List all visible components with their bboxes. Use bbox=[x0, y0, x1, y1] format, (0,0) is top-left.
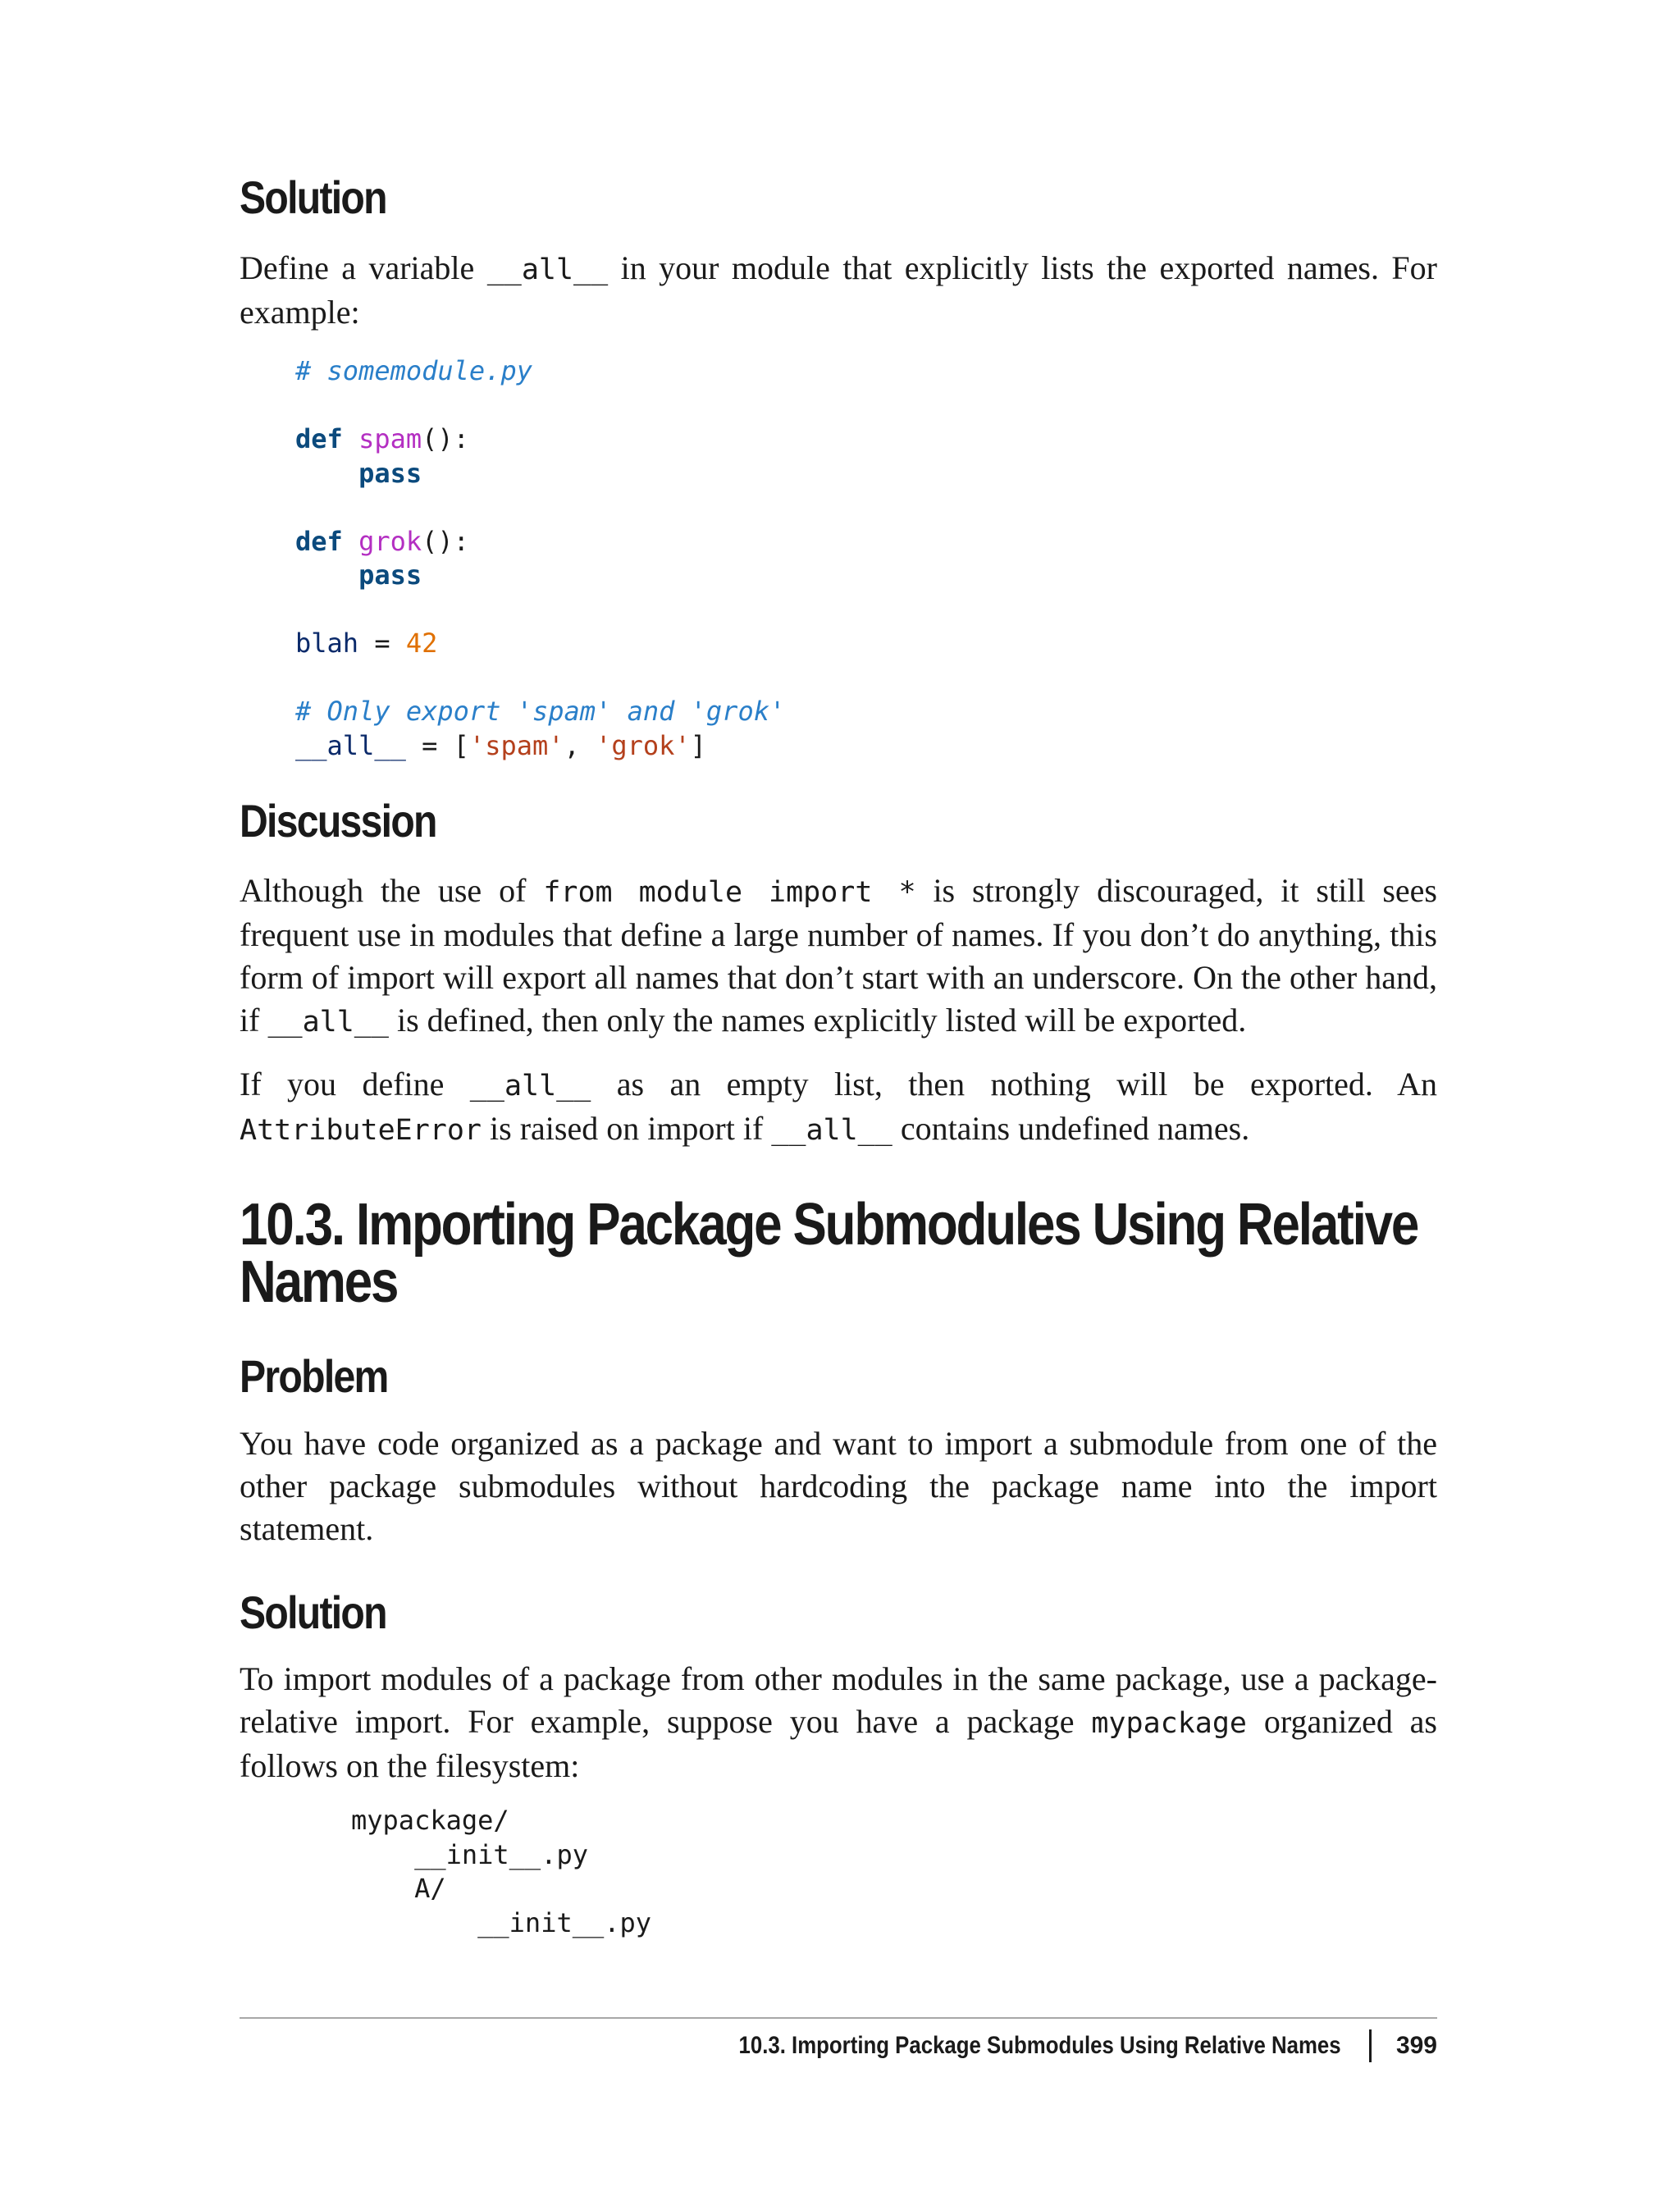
page-number: 399 bbox=[1395, 2032, 1437, 2059]
running-footer-title: 10.3. Importing Package Submodules Using Relative Names bbox=[738, 2032, 1341, 2059]
problem-paragraph: You have code organized as a package and want to import a submodule from one of the other package submodules without hardcoding the package name into the import statement. bbox=[240, 1425, 1437, 1547]
solution-2-paragraph: To import modules of a package from other modules in the same package, use a package-relative import. For example, suppose you have a package mypackage organized as follows on the filesystem: bbox=[240, 1660, 1437, 1784]
code-block-filesystem: mypackage/ __init__.py A/ __init__.py bbox=[351, 1805, 652, 1938]
code-block-somemodule: # somemodule.py def spam(): pass def grok(): pass blah = 42 # Only export 'spam' and 'grok' __all__ = ['spam', 'grok'] bbox=[295, 355, 786, 761]
discussion-paragraph-1: Although the use of from module import * is strongly discouraged, it still sees frequent use in modules that define a large number of names. If you don’t do anything, this form of import will export all names that don’t start with an underscore. On the other hand, if __all__ is defined, then only the names explicitly listed will be exported. bbox=[240, 872, 1437, 1039]
inline-code: __all__ bbox=[486, 253, 609, 286]
section-heading-solution-2: Solution bbox=[240, 1586, 386, 1638]
recipe-title: 10.3. Importing Package Submodules Using Relative Names bbox=[240, 1192, 1418, 1315]
section-heading-problem: Problem bbox=[240, 1350, 388, 1402]
section-heading-discussion: Discussion bbox=[240, 795, 436, 847]
page-footer bbox=[641, 2029, 1437, 2062]
solution-paragraph: Define a variable __all__ in your module that explicitly lists the exported names. For example: bbox=[240, 249, 1437, 331]
footer-rule bbox=[240, 2017, 1437, 2019]
section-heading-solution: Solution bbox=[240, 171, 386, 223]
discussion-paragraph-2: If you define __all__ as an empty list, then nothing will be exported. An AttributeError is raised on import if __all__ contains undefined names. bbox=[240, 1066, 1437, 1147]
footer-separator bbox=[1369, 2029, 1372, 2062]
